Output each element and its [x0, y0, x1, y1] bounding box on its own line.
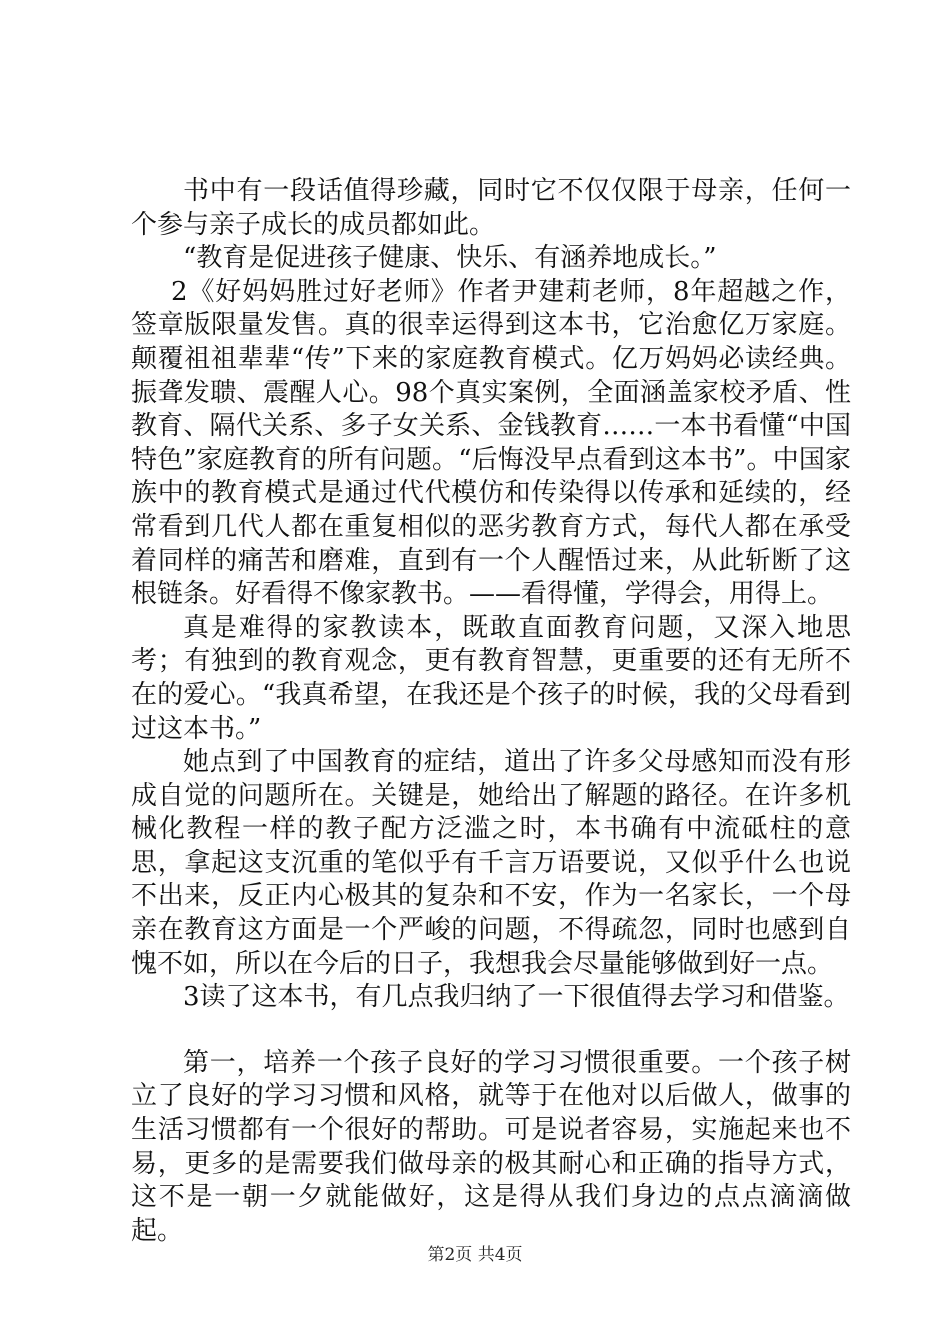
paragraph-4: 真是难得的家教读本，既敢直面教育问题，又深入地思考；有独到的教育观念，更有教育智慧，更重要的还有无所不在的爱心。“我真希望，在我还是个孩子的时候，我的父母看到过这本书。”: [131, 612, 851, 744]
paragraph-6: 3读了这本书，有几点我归纳了一下很值得去学习和借鉴。: [183, 982, 850, 1013]
paragraph-3: 2《好妈妈胜过好老师》作者尹建莉老师，8年超越之作，签章版限量发售。真的很幸运得到这本书，它治愈亿万家庭。颠覆祖祖辈辈“传”下来的家庭教育模式。亿万妈妈必读经典。振聋发聩、震醒人心。98个真实案例，全面涵盖家校矛盾、性教育、隔代关系、多子女关系、金钱教育……一本书看懂“中国特色”家庭教育的所有问题。“后悔没早点看到这本书”。中国家族中的教育模式是通过代代模仿和传染得以传承和延续的，经常看到几代人都在重复相似的恶劣教育方式，每代人都在承受着同样的痛苦和磨难，直到有一个人醒悟过来，从此斩断了这根链条。好看得不像家教书。——看得懂，学得会，用得上。: [131, 276, 851, 610]
page-number-footer: 第2页 共4页: [427, 1245, 523, 1265]
paragraph-spacer: [131, 1015, 851, 1047]
paragraph-7: 第一，培养一个孩子良好的学习习惯很重要。一个孩子树立了良好的学习习惯和风格，就等于在他对以后做人，做事的生活习惯都有一个很好的帮助。可是说者容易，实施起来也不易，更多的是需要我们做母亲的极其耐心和正确的指导方式，这不是一朝一夕就能做好，这是得从我们身边的点点滴滴做起。: [131, 1047, 851, 1246]
paragraph-5: 她点到了中国教育的症结，道出了许多父母感知而没有形成自觉的问题所在。关键是，她给出了解题的路径。在许多机械化教程一样的教子配方泛滥之时，本书确有中流砥柱的意思，拿起这支沉重的笔似乎有千言万语要说，又似乎什么也说不出来，反正内心极其的复杂和不安，作为一名家长，一个母亲在教育这方面是一个严峻的问题，不得疏忽，同时也感到自愧不如，所以在今后的日子，我想我会尽量能够做到好一点。: [131, 747, 851, 979]
document-body: [131, 175, 851, 1248]
paragraph-1: 书中有一段话值得珍藏，同时它不仅仅限于母亲，任何一个参与亲子成长的成员都如此。: [131, 176, 851, 240]
paragraph-2-quote: “教育是促进孩子健康、快乐、有涵养地成长。”: [183, 243, 717, 274]
